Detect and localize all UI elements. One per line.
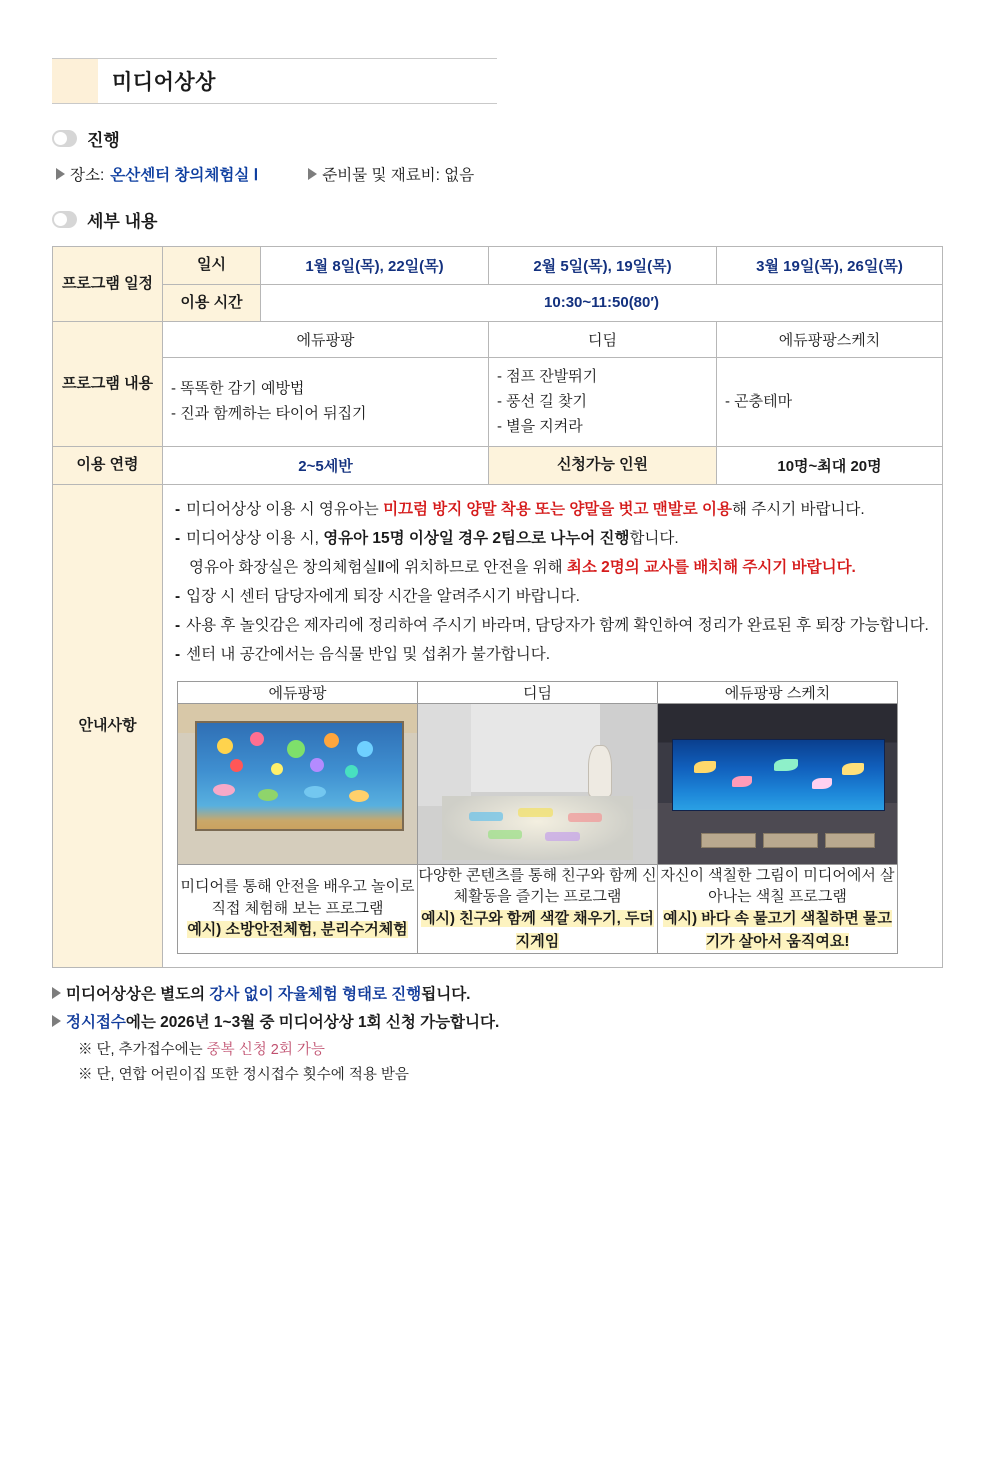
text-run: 최소 2명의 교사를 배치해 주시기 바랍니다. — [566, 559, 856, 576]
content-head-1: 에듀팡팡 — [163, 322, 489, 358]
progress-details — [56, 163, 992, 185]
page-title: 미디어상상 — [112, 71, 216, 94]
footer-line-1 — [52, 982, 942, 1004]
text-run: 미디어상상은 별도의 — [66, 986, 210, 1003]
title-accent-chip — [52, 59, 98, 103]
text-run: 영유아 화장실은 창의체험실Ⅱ에 위치하므로 안전을 위해 — [189, 559, 567, 576]
footer-text-2 — [66, 1010, 499, 1032]
place-value: 온산센터 창의체험실 Ⅰ — [110, 167, 259, 184]
decor-dot — [287, 740, 305, 758]
triangle-bullet-icon-2 — [308, 168, 317, 180]
label-contents: 프로그램 내용 — [53, 322, 163, 447]
triangle-bullet-icon-4 — [52, 1015, 61, 1027]
photo-cell-1 — [178, 703, 418, 864]
toggle-bullet-icon-2 — [52, 211, 77, 228]
decor-dot — [310, 758, 324, 772]
decor-dot — [324, 733, 339, 748]
decor-dot — [271, 763, 283, 775]
triangle-bullet-icon — [56, 168, 65, 180]
notice-text — [186, 583, 580, 610]
note-mark-1: ※ — [78, 1042, 93, 1058]
fish-shape — [812, 778, 832, 789]
sea-creature — [304, 786, 326, 798]
content-cell-1 — [163, 358, 489, 447]
label-time: 이용 시간 — [163, 284, 261, 322]
projection-tile — [469, 812, 503, 821]
decor-dot — [250, 732, 264, 746]
place-item — [56, 163, 258, 185]
text-run: 사용 후 놀잇감은 제자리에 정리하여 주시기 바라며, 담당자가 함께 확인하여 정리가 완료된 후 퇴장 가능합니다. — [186, 617, 929, 635]
photo-heading-row — [178, 681, 898, 703]
notice-marker: - — [175, 500, 181, 518]
notice-cell — [163, 484, 943, 967]
notice-marker — [175, 554, 183, 581]
content-line: - 곤충테마 — [725, 392, 793, 410]
text-run: 해 주시기 바랍니다. — [731, 500, 865, 518]
decor-dot — [217, 738, 233, 754]
content-line: - 풍선 길 찾기 — [497, 392, 587, 410]
notice-text — [189, 554, 856, 581]
aquarium-projection — [672, 739, 884, 811]
text-run: 중복 신청 2회 가능 — [206, 1042, 325, 1058]
label-capacity: 신청가능 인원 — [489, 447, 717, 485]
document-page — [0, 58, 992, 1461]
text-run: 미끄럼 방지 양말 착용 또는 양말을 벗고 맨발로 이용 — [383, 500, 732, 518]
photo-caption-row — [178, 864, 898, 954]
floor-projection — [442, 796, 633, 860]
content-head-3: 에듀팡팡스케치 — [717, 322, 943, 358]
photo-heading-3: 에듀팡팡 스케치 — [658, 681, 898, 703]
content-line: - 별을 지켜라 — [497, 417, 583, 435]
fish-shape — [774, 759, 798, 771]
wall-left — [418, 704, 471, 806]
table-row-content-cells — [53, 358, 943, 447]
eduppangppang-photo — [178, 704, 417, 864]
text-run: 정시접수 — [66, 1014, 126, 1031]
table-row-schedule-dates — [53, 247, 943, 285]
notice-item — [175, 525, 932, 552]
note-mark-2: ※ — [78, 1067, 93, 1083]
notice-item — [175, 554, 932, 581]
date-cell-3: 3월 19일(목), 26일(목) — [717, 247, 943, 285]
bench — [763, 833, 818, 848]
decor-dot — [357, 741, 373, 757]
decor-dot — [230, 759, 243, 772]
projection-tile — [518, 808, 552, 817]
door — [588, 745, 612, 798]
text-run: 강사 없이 자율체험 형태로 진행 — [209, 986, 422, 1003]
content-line: - 점프 잔발뛰기 — [497, 368, 598, 385]
text-run: 에는 2026년 1~3월 중 미디어상상 1회 신청 가능합니다. — [125, 1014, 500, 1031]
fish-shape — [694, 761, 716, 773]
date-cell-2: 2월 5일(목), 19일(목) — [489, 247, 717, 285]
photo-cell-3 — [658, 703, 898, 864]
content-line: - 똑똑한 감기 예방법 — [171, 380, 305, 398]
notice-item — [175, 612, 932, 639]
time-value: 10:30~11:50(80′) — [261, 284, 943, 322]
photo-caption-cell-3 — [658, 864, 898, 954]
photo-heading-1: 에듀팡팡 — [178, 681, 418, 703]
eduppangppang-sketch-photo — [658, 704, 897, 864]
label-age: 이용 연령 — [53, 447, 163, 485]
page-title-block — [52, 58, 497, 104]
photo-caption-3: 자신이 색칠한 그림이 미디어에서 살아나는 색칠 프로그램 — [660, 866, 895, 906]
text-run: 단, 추가접수에는 — [96, 1042, 207, 1058]
photo-table — [177, 681, 898, 955]
photo-image-row — [178, 703, 898, 864]
content-line: - 진과 함께하는 타이어 뒤집기 — [171, 405, 367, 423]
triangle-bullet-icon-3 — [52, 987, 61, 999]
text-run: 미디어상상 이용 시, — [186, 529, 324, 547]
footer-line-2 — [52, 1010, 942, 1032]
text-run: 미디어상상 이용 시 영유아는 — [186, 500, 384, 518]
photo-caption-1: 미디어를 통해 안전을 배우고 놀이로 직접 체험해 보는 프로그램 — [180, 877, 415, 917]
text-run: 센터 내 공간에서는 음식물 반입 및 섭취가 불가합니다. — [186, 646, 551, 664]
text-run: 단, 연합 어린이집 또한 정시접수 횟수에 적용 받음 — [96, 1067, 409, 1083]
notice-marker: - — [175, 646, 181, 664]
notice-marker: - — [175, 617, 181, 635]
notice-item — [175, 583, 932, 610]
toggle-bullet-icon — [52, 130, 77, 147]
table-row-schedule-time — [53, 284, 943, 322]
sea-creature — [213, 784, 235, 796]
section-title-detail: 세부 내용 — [87, 212, 158, 231]
section-title-progress: 진행 — [87, 131, 120, 150]
table-row-notice — [53, 484, 943, 967]
photo-example-2: 예시) 친구와 함께 색깔 채우기, 두더지게임 — [421, 910, 654, 950]
photo-cell-2 — [418, 703, 658, 864]
photo-heading-2: 디딤 — [418, 681, 658, 703]
label-date: 일시 — [163, 247, 261, 285]
projection-tile — [545, 832, 579, 841]
table-row-age — [53, 447, 943, 485]
photo-caption-2: 다양한 콘텐츠를 통해 친구와 함께 신체활동을 즐기는 프로그램 — [418, 866, 657, 906]
section-header-progress — [52, 126, 992, 151]
bench — [825, 833, 875, 848]
notice-item — [175, 496, 932, 523]
notice-marker: - — [175, 588, 181, 606]
projection-tile — [568, 813, 602, 822]
fish-shape — [732, 776, 752, 787]
content-cell-2 — [489, 358, 717, 447]
notice-item — [175, 641, 932, 668]
photo-caption-cell-2 — [418, 864, 658, 954]
materials-item — [308, 163, 474, 185]
content-head-2: 디딤 — [489, 322, 717, 358]
notice-marker: - — [175, 529, 181, 547]
decor-dot — [345, 765, 358, 778]
footer-note-1 — [78, 1038, 942, 1059]
detail-table — [52, 246, 943, 968]
fish-shape — [842, 763, 864, 775]
photo-example-1: 예시) 소방안전체험, 분리수거체험 — [187, 921, 408, 939]
table-row-content-heads — [53, 322, 943, 358]
notice-text — [186, 496, 865, 523]
notice-text — [186, 525, 679, 552]
notice-list — [171, 492, 934, 669]
capacity-value: 10명~최대 20명 — [717, 447, 943, 485]
date-cell-1: 1월 8일(목), 22일(목) — [261, 247, 489, 285]
projection-tile — [488, 830, 522, 839]
notice-text — [186, 641, 550, 668]
place-prefix: 장소: — [70, 167, 105, 184]
sea-creature — [258, 789, 278, 801]
label-schedule: 프로그램 일정 — [53, 247, 163, 322]
notice-text — [186, 612, 929, 639]
photo-caption-cell-1 — [178, 864, 418, 954]
footer-note-text-1 — [97, 1042, 325, 1058]
age-value: 2~5세반 — [163, 447, 489, 485]
text-run: 영유아 15명 이상일 경우 2팀으로 나누어 진행 — [323, 529, 630, 547]
text-run: 됩니다. — [421, 986, 471, 1003]
content-cell-3 — [717, 358, 943, 447]
sea-creature — [349, 790, 369, 802]
materials-value: 준비물 및 재료비: 없음 — [322, 167, 475, 184]
projection-screen — [195, 721, 405, 831]
photo-example-3: 예시) 바다 속 물고기 색칠하면 물고기가 살아서 움직여요! — [663, 910, 892, 950]
text-run: 합니다. — [629, 529, 679, 547]
footer-text-1 — [66, 982, 471, 1004]
label-notice: 안내사항 — [53, 484, 163, 967]
didim-photo — [418, 704, 657, 864]
section-header-detail — [52, 207, 992, 232]
bench — [701, 833, 756, 848]
footer-note-2 — [78, 1063, 942, 1084]
text-run: 입장 시 센터 담당자에게 퇴장 시간을 알려주시기 바랍니다. — [186, 588, 580, 606]
footer-note-text-2 — [97, 1067, 409, 1083]
footer-notes — [52, 982, 942, 1084]
